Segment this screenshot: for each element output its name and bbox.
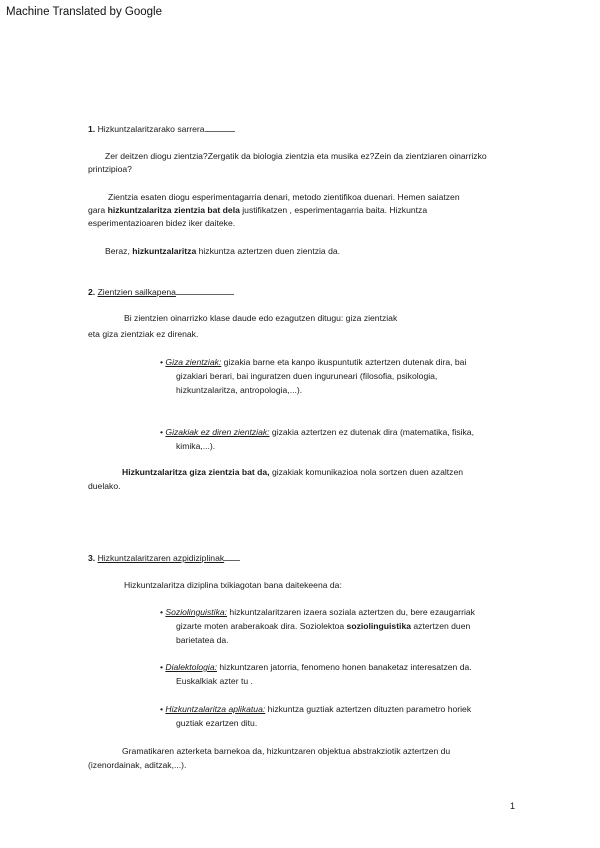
text: justifikatzen , esperimentagarria baita. Hizkuntza [239,205,428,215]
bullet-line [160,703,471,716]
text: gizarte moten araberakoak dira. Soziolektoa [176,621,347,631]
paragraph-line: esperimentazioaren bidez iker daiteke. [88,218,236,228]
question-line-2: printzipioa? [88,164,132,174]
paragraph-line: (izenordainak, aditzak,...). [88,760,187,770]
bullet-term: Dialektologia: [165,662,217,672]
paragraph-line: Zientzia esaten diogu esperimentagarria denari, metodo zientifikoa duenari. Hemen saiatzen [108,192,460,202]
machine-translation-header: Machine Translated by Google [6,6,162,18]
bullet-line [160,426,474,439]
paragraph-line [105,245,340,258]
bullet-line [160,661,472,674]
section-number: 3. [88,553,96,563]
bullet-dot: • [160,704,164,714]
section-2-heading [88,286,234,299]
bullet-term: Gizakiak ez diren zientziak: [165,427,270,437]
section-number: 2. [88,287,96,297]
title-leader [176,286,234,295]
bullet-dot: • [160,357,164,367]
paragraph-line: Bi zientzien oinarrizko klase daude edo ezagutzen ditugu: giza zientziak [124,313,398,323]
bullet-line: hizkuntzalaritza, antropologia,...). [176,385,303,395]
bullet-term: Giza zientziak: [165,357,222,367]
text: hizkuntza aztertzen duen zientzia da. [196,246,341,256]
bullet-line [176,620,470,633]
bullet-term: Soziolinguistika: [165,607,228,617]
text: gizakia barne eta kanpo ikuspuntutik aztertzen dutenak dira, bai [221,357,467,367]
question-line-1: Zer deitzen diogu zientzia?Zergatik da biologia zientzia eta musika ez?Zein da zientziaren oinarrizko [105,151,487,161]
paragraph-line: duelako. [88,481,121,491]
section-number: 1. [88,124,96,134]
text: gara [88,205,108,215]
bullet-line: Euskalkiak azter tu . [176,676,253,686]
text: gizakiak komunikazioa nola sortzen duen azaltzen [269,467,464,477]
bullet-dot: • [160,427,164,437]
bold-text: hizkuntzalaritza [132,246,197,256]
paragraph-line: Hizkuntzalaritza diziplina txikiagotan bana daitekeena da: [124,580,342,590]
bullet-line: barietatea da. [176,635,229,645]
paragraph-line [122,466,463,479]
title-leader [224,552,240,561]
bold-text: Hizkuntzalaritza giza zientzia bat da, [122,467,270,477]
section-title: Zientzien sailkapena [97,287,176,297]
bullet-dot: • [160,662,164,672]
bullet-dot: • [160,607,164,617]
bullet-line: gizakiari berari, bai inguratzen duen inguruneari (filosofia, psikologia, [176,371,438,381]
bold-text: soziolinguistika [346,621,412,631]
section-3-heading [88,552,240,565]
text: hizkuntza guztiak aztertzen dituzten parametro horiek [265,704,472,714]
bold-text: hizkuntzalaritza zientzia bat dela [107,205,240,215]
text: hizkuntzalaritzaren izaera soziala aztertzen du, bere ezaugarriak [227,607,475,617]
text: gizakia aztertzen ez dutenak dira (matematika, fisika, [269,427,474,437]
section-1-heading [88,123,235,136]
bullet-line [160,606,475,619]
paragraph-line [88,204,427,217]
bullet-line: guztiak ezartzen ditu. [176,718,258,728]
title-leader [205,123,235,132]
section-title: Hizkuntzalaritzarako sarrera [97,124,205,134]
bullet-line [160,356,466,369]
paragraph-line: Gramatikaren azterketa barnekoa da, hizkuntzaren objektua abstrakziotik aztertzen du [122,746,451,756]
bullet-line: kimika,...). [176,441,216,451]
page-number: 1 [510,801,516,811]
text: aztertzen duen [411,621,471,631]
text: hizkuntzaren jatorria, fenomeno honen banaketaz interesatzen da. [217,662,472,672]
section-title: Hizkuntzalaritzaren azpidiziplinak [97,553,225,563]
bullet-term: Hizkuntzalaritza aplikatua: [165,704,266,714]
text: Beraz, [105,246,133,256]
paragraph-line: eta giza zientziak ez direnak. [88,329,199,339]
